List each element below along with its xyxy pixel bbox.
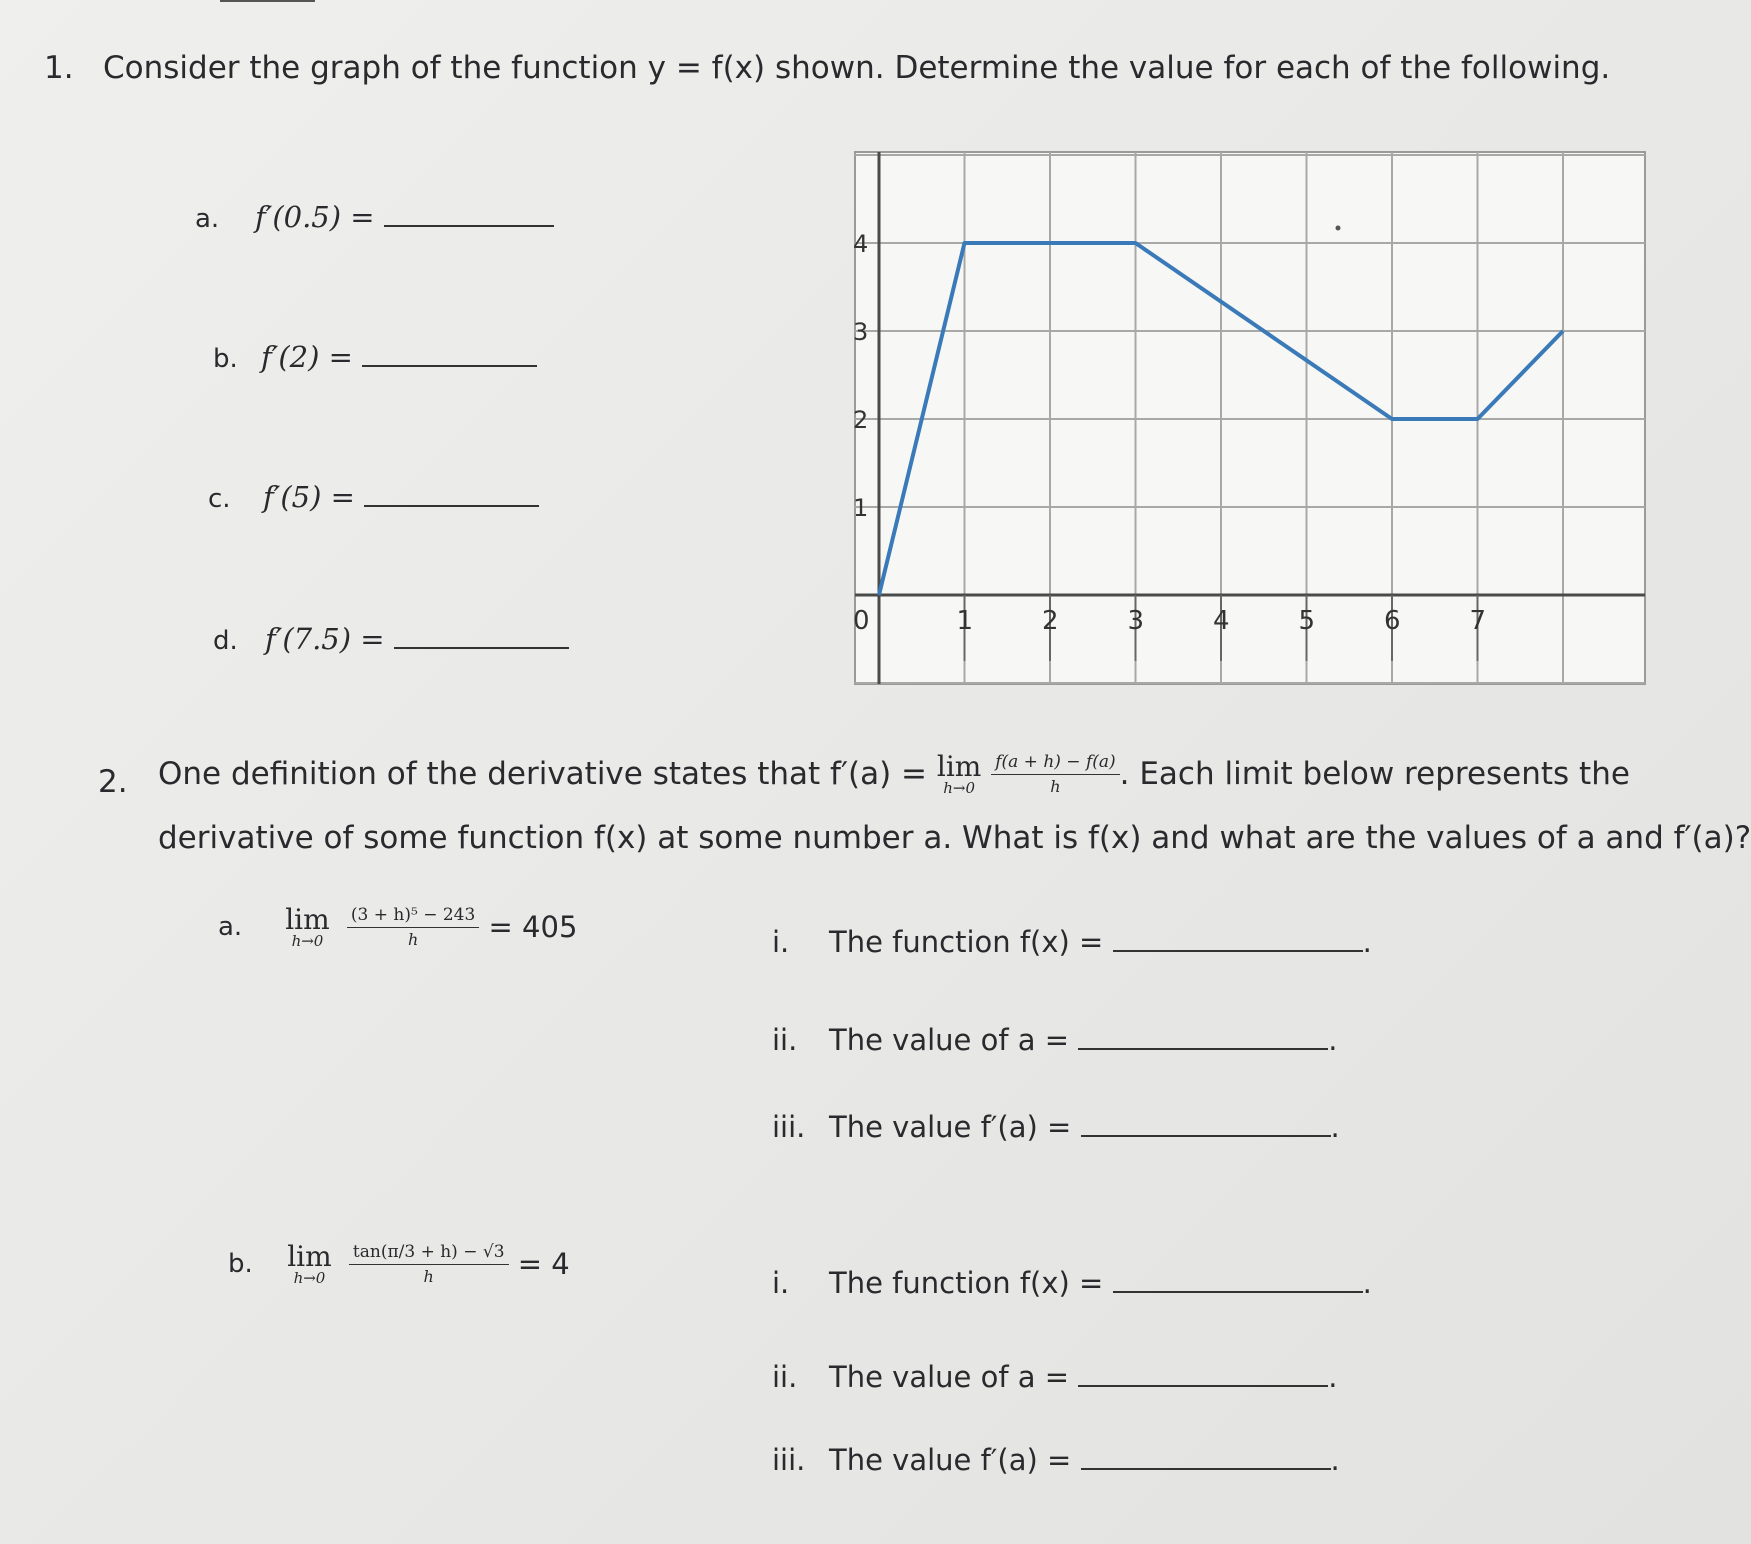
q2-part-b-function-blank[interactable]	[1113, 1267, 1363, 1293]
q2-part-a-function-blank[interactable]	[1113, 926, 1363, 952]
function-graph	[855, 152, 1645, 684]
y-tick-label: 3	[853, 318, 869, 346]
q1-part-b-expr: f′(2) =	[261, 340, 353, 374]
q2-part-a-item-iii-roman: iii.	[772, 1110, 806, 1144]
q2-part-b-limit	[287, 1239, 332, 1287]
x-tick-label: 0	[853, 606, 870, 636]
q2-part-a-expression	[218, 902, 578, 950]
y-tick-label: 2	[853, 406, 869, 434]
q2-part-a-a-value-blank[interactable]	[1078, 1024, 1328, 1050]
q1-part-d-answer-blank[interactable]	[394, 623, 569, 649]
q2-def-limit	[936, 749, 982, 797]
q2-part-b-item-ii	[772, 1360, 1337, 1394]
q2-part-b-item-i	[772, 1266, 1372, 1300]
q2-part-a-derivative-blank[interactable]	[1081, 1111, 1331, 1137]
q2-part-a-num: (3 + h)⁵ − 243	[347, 905, 479, 928]
x-tick-label: 1	[956, 606, 974, 636]
q1-part-d-letter: d.	[213, 626, 238, 656]
q2-def-sub: h→0	[943, 778, 975, 797]
q2-part-a-item-iii-tail: .	[1330, 1110, 1340, 1144]
q1-part-c-letter: c.	[208, 484, 231, 514]
x-tick-label: 7	[1469, 606, 1487, 636]
q2-part-b-item-ii-text: The value of a =	[829, 1360, 1070, 1394]
y-tick-label: 4	[853, 230, 869, 258]
q2-part-b-num: tan(π/3 + h) − √3	[349, 1242, 509, 1265]
q2-part-a-limit	[285, 902, 330, 950]
q2-part-b-letter: b.	[228, 1249, 253, 1279]
q2-part-b-derivative-blank[interactable]	[1081, 1444, 1331, 1470]
q1-part-b	[213, 340, 537, 374]
q2-part-a-sub: h→0	[291, 931, 324, 950]
q1-prompt: Consider the graph of the function y = f(x) shown. Determine the value for each of the following.	[103, 50, 1611, 86]
q1-part-a	[195, 200, 554, 234]
q2-def-fraction	[991, 752, 1119, 796]
q2-part-a-item-ii-roman: ii.	[772, 1023, 798, 1057]
q2-part-b-item-iii-tail: .	[1330, 1443, 1340, 1477]
q2-part-a-item-i-roman: i.	[772, 925, 790, 959]
q2-part-b-item-iii-text: The value f′(a) =	[829, 1443, 1072, 1477]
x-tick-label: 5	[1298, 606, 1316, 636]
q2-part-b-den: h	[423, 1267, 434, 1286]
q2-part-b-item-i-roman: i.	[772, 1266, 790, 1300]
q1-part-d	[213, 622, 569, 656]
q2-part-a-item-i-tail: .	[1362, 925, 1372, 959]
q2-part-b-lim: lim	[287, 1239, 332, 1273]
q2-part-a-item-i-text: The function f(x) =	[829, 925, 1104, 959]
q1-part-a-answer-blank[interactable]	[384, 201, 554, 227]
q2-part-b-a-value-blank[interactable]	[1078, 1361, 1328, 1387]
q2-line2: derivative of some function f(x) at some number a. What is f(x) and what are the values of a and f′(a)?	[158, 820, 1751, 856]
q1-part-b-letter: b.	[213, 344, 238, 374]
q1-part-c	[208, 480, 539, 514]
q2-part-b-item-i-tail: .	[1362, 1266, 1372, 1300]
q2-part-a-letter: a.	[218, 912, 243, 942]
q2-part-a-item-i	[772, 925, 1372, 959]
q2-part-b-expression	[228, 1239, 570, 1287]
x-tick-label: 4	[1213, 606, 1230, 636]
q2-part-a-lim: lim	[285, 902, 330, 936]
q2-part-a-rhs: = 405	[488, 910, 578, 944]
q2-intro-tail: . Each limit below represents the	[1119, 756, 1630, 792]
q2-part-a-item-iii	[772, 1110, 1340, 1144]
q2-number: 2.	[98, 764, 128, 800]
q2-intro: One definition of the derivative states that f′(a) =	[158, 756, 928, 792]
x-tick-label: 6	[1384, 606, 1401, 636]
q2-intro-line	[158, 749, 1630, 797]
q2-part-b-item-ii-tail: .	[1328, 1360, 1338, 1394]
q2-def-lim: lim	[936, 749, 982, 783]
q1-part-c-expr: f′(5) =	[263, 480, 355, 514]
q1-part-d-expr: f′(7.5) =	[265, 622, 385, 656]
q2-def-num: f(a + h) − f(a)	[991, 752, 1119, 775]
q1-number: 1.	[44, 50, 74, 86]
q1-part-a-expr: f′(0.5) =	[255, 200, 375, 234]
q1-part-b-answer-blank[interactable]	[362, 341, 537, 367]
q2-part-a-item-iii-text: The value f′(a) =	[829, 1110, 1072, 1144]
q2-part-b-sub: h→0	[293, 1268, 326, 1287]
x-tick-label: 3	[1127, 606, 1145, 636]
x-tick-label: 2	[1042, 606, 1059, 636]
q1-part-c-answer-blank[interactable]	[364, 481, 539, 507]
q2-part-b-item-ii-roman: ii.	[772, 1360, 798, 1394]
y-tick-label: 1	[853, 494, 869, 522]
graph-speck	[1336, 226, 1341, 231]
q2-part-b-item-i-text: The function f(x) =	[829, 1266, 1104, 1300]
q2-part-a-item-ii-tail: .	[1328, 1023, 1338, 1057]
q2-part-b-fraction	[349, 1242, 509, 1286]
q1-part-a-letter: a.	[195, 204, 220, 234]
q2-def-den: h	[1050, 777, 1061, 796]
q2-part-b-item-iii-roman: iii.	[772, 1443, 806, 1477]
q2-part-b-item-iii	[772, 1443, 1340, 1477]
q2-part-a-fraction	[347, 905, 479, 949]
top-rule	[220, 0, 315, 2]
q2-part-b-rhs: = 4	[517, 1247, 570, 1281]
q2-part-a-item-ii	[772, 1023, 1337, 1057]
q2-part-a-den: h	[407, 930, 419, 949]
q2-part-a-item-ii-text: The value of a =	[829, 1023, 1070, 1057]
